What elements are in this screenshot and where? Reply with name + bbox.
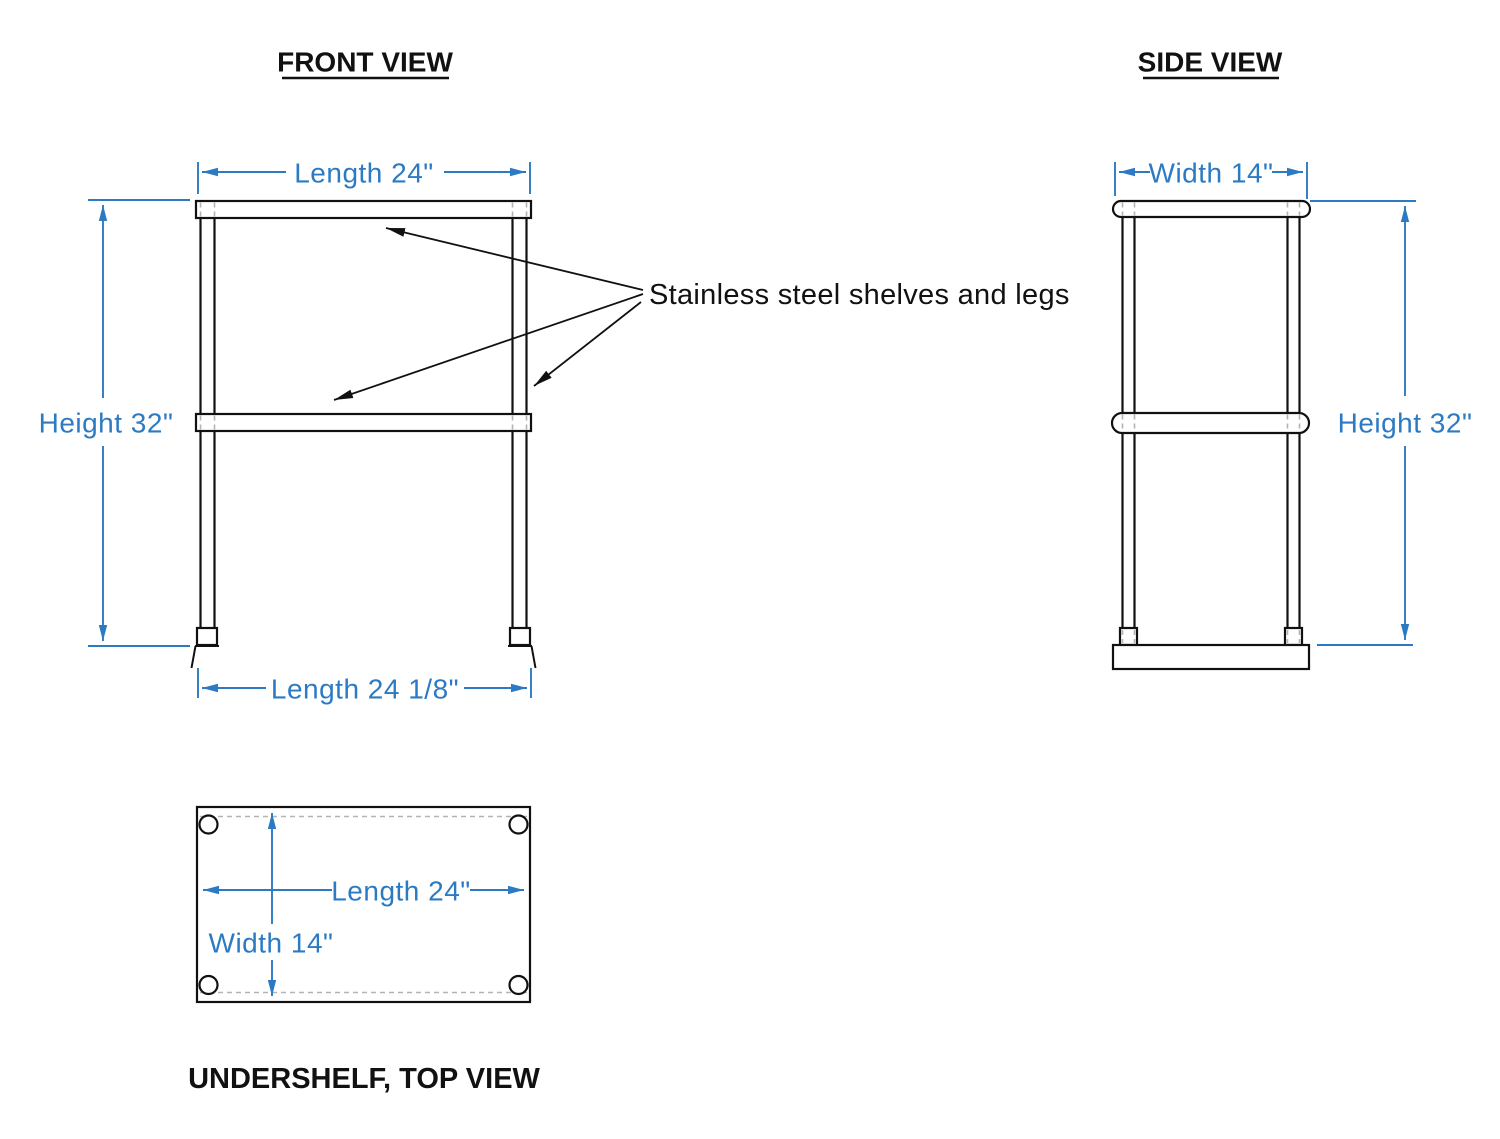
leader-line-middle-shelf [334, 294, 643, 400]
front-dim-height [39, 200, 190, 646]
leg-hole-top-left [200, 816, 218, 834]
side-base-plate [1113, 645, 1309, 669]
undershelf-dim-width-label: Width 14" [208, 927, 334, 959]
annotation-callout [334, 228, 1070, 400]
front-hidden-leg-lines [201, 203, 527, 430]
front-view-title: FRONT VIEW [277, 46, 453, 78]
undershelf-dim-length-label: Length 24" [331, 875, 471, 907]
annotation-label: Stainless steel shelves and legs [649, 279, 1070, 311]
front-view [39, 47, 536, 705]
front-middle-shelf [196, 414, 531, 431]
side-dim-width-label: Width 14" [1148, 157, 1274, 189]
front-foot-right-collar [510, 628, 530, 645]
side-feet [1113, 628, 1309, 669]
side-view-title: SIDE VIEW [1137, 46, 1283, 78]
undershelf-title: UNDERSHELF, TOP VIEW [188, 1063, 540, 1095]
leg-hole-top-right [510, 816, 528, 834]
front-feet [192, 628, 536, 668]
front-foot-right-flare [532, 646, 536, 668]
front-foot-left-collar [197, 628, 217, 645]
side-top-shelf [1113, 201, 1310, 217]
side-hidden-leg-lines [1123, 203, 1300, 432]
front-dim-length-bottom [198, 668, 531, 705]
front-dim-length-bottom-label: Length 24 1/8" [270, 673, 460, 705]
side-dim-height-label: Height 32" [1337, 407, 1473, 439]
front-dim-length-top [198, 158, 530, 195]
front-foot-left-flare [192, 646, 196, 668]
front-top-shelf [196, 201, 531, 218]
leader-line-top-shelf [386, 228, 643, 290]
side-dim-width [1115, 158, 1307, 200]
side-dim-height [1310, 201, 1472, 645]
leg-hole-bottom-left [200, 976, 218, 994]
leg-hole-bottom-right [510, 976, 528, 994]
front-dim-length-top-label: Length 24" [294, 157, 434, 189]
leader-line-leg [534, 302, 641, 386]
side-middle-shelf [1112, 413, 1309, 433]
undershelf-top-view [188, 807, 540, 1095]
front-dim-height-label: Height 32" [38, 407, 174, 439]
side-view [1112, 47, 1472, 670]
